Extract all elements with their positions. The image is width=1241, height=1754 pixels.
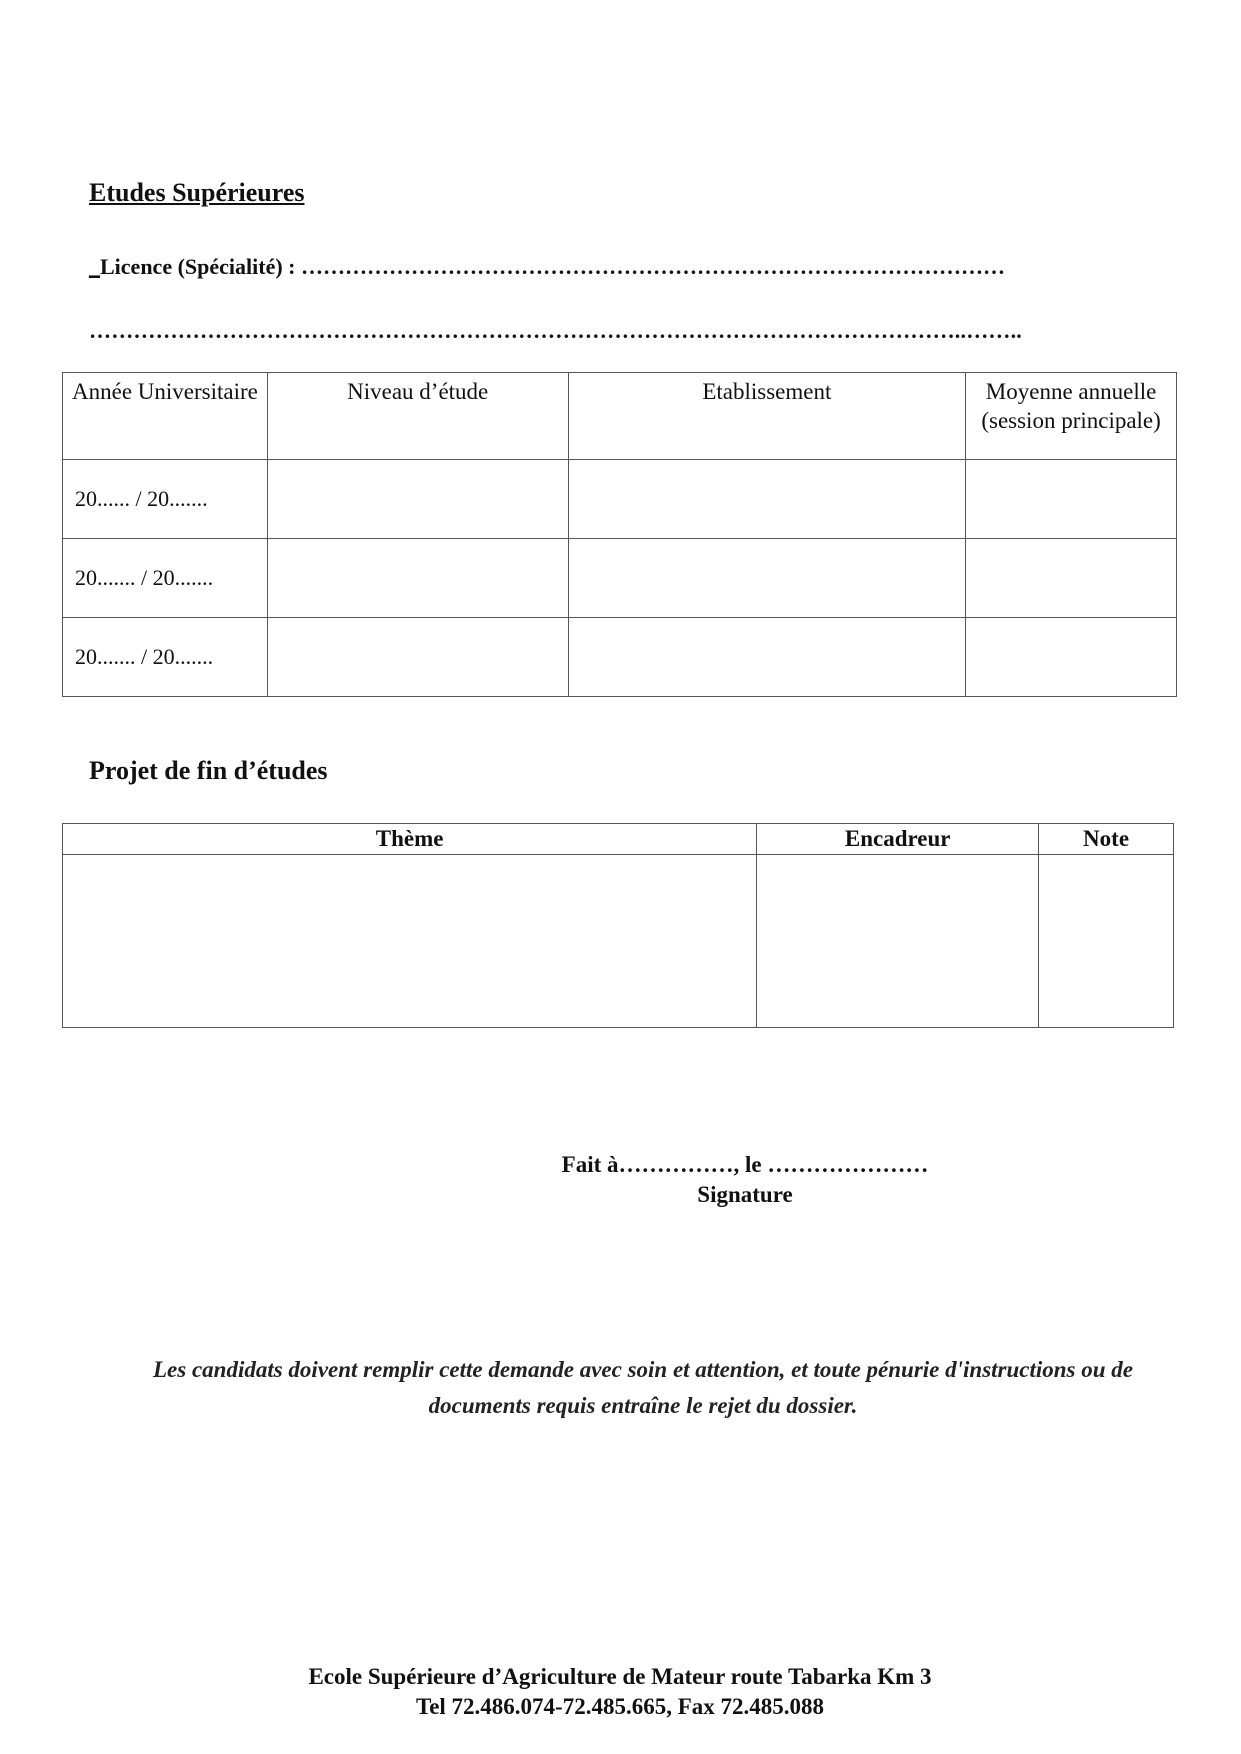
table-header-row	[63, 373, 1177, 460]
cell-annual-average[interactable]	[966, 618, 1177, 697]
section-title-studies: Etudes Supérieures	[89, 178, 305, 207]
footer-address: Ecole Supérieure d’Agriculture de Mateur route Tabarka Km 3	[308, 1664, 932, 1689]
studies-table	[62, 372, 1177, 697]
instructions-notice: Les candidats doivent remplir cette demande avec soin et attention, et toute pénurie d'instructions ou de documents requis entraîne le rejet du dossier.	[152, 1357, 1134, 1418]
signature-label: Signature	[697, 1182, 793, 1207]
header-study-level: Niveau d’étude	[267, 373, 568, 460]
header-theme: Thème	[63, 824, 757, 855]
header-supervisor: Encadreur	[757, 824, 1039, 855]
cell-institution[interactable]	[568, 539, 966, 618]
table-row	[63, 539, 1177, 618]
signature-block	[500, 1150, 990, 1210]
cell-grade[interactable]	[1039, 855, 1174, 1028]
cell-annual-average[interactable]	[966, 460, 1177, 539]
licence-line	[89, 254, 1005, 280]
cell-institution[interactable]	[568, 460, 966, 539]
cell-theme[interactable]	[63, 855, 757, 1028]
header-institution: Etablissement	[568, 373, 966, 460]
table-row	[63, 460, 1177, 539]
cell-annual-average[interactable]	[966, 539, 1177, 618]
footer	[140, 1662, 1100, 1722]
table-row	[63, 855, 1174, 1028]
licence-label: Licence (Spécialité) :	[100, 254, 301, 279]
header-academic-year: Année Universitaire	[63, 373, 268, 460]
table-row	[63, 618, 1177, 697]
cell-academic-year[interactable]: 20....... / 20.......	[63, 539, 268, 618]
cell-study-level[interactable]	[267, 618, 568, 697]
header-grade: Note	[1039, 824, 1174, 855]
licence-field[interactable]: ……………………………………………………………………………………	[301, 254, 1005, 279]
cell-institution[interactable]	[568, 618, 966, 697]
section-title-project: Projet de fin d’études	[89, 756, 328, 785]
cell-study-level[interactable]	[267, 539, 568, 618]
licence-continuation-field[interactable]: ………………………………………………………………………………………………………..……..	[89, 318, 1022, 343]
project-table	[62, 823, 1174, 1028]
table-header-row	[63, 824, 1174, 855]
licence-prefix: _	[89, 254, 100, 279]
cell-academic-year[interactable]: 20....... / 20.......	[63, 618, 268, 697]
cell-study-level[interactable]	[267, 460, 568, 539]
footer-contact: Tel 72.486.074-72.485.665, Fax 72.485.088	[415, 1694, 825, 1719]
cell-academic-year[interactable]: 20...... / 20.......	[63, 460, 268, 539]
cell-supervisor[interactable]	[757, 855, 1039, 1028]
place-date-field[interactable]: Fait à……………, le …………………	[561, 1152, 929, 1177]
header-annual-average: Moyenne annuelle (session principale)	[966, 373, 1177, 460]
